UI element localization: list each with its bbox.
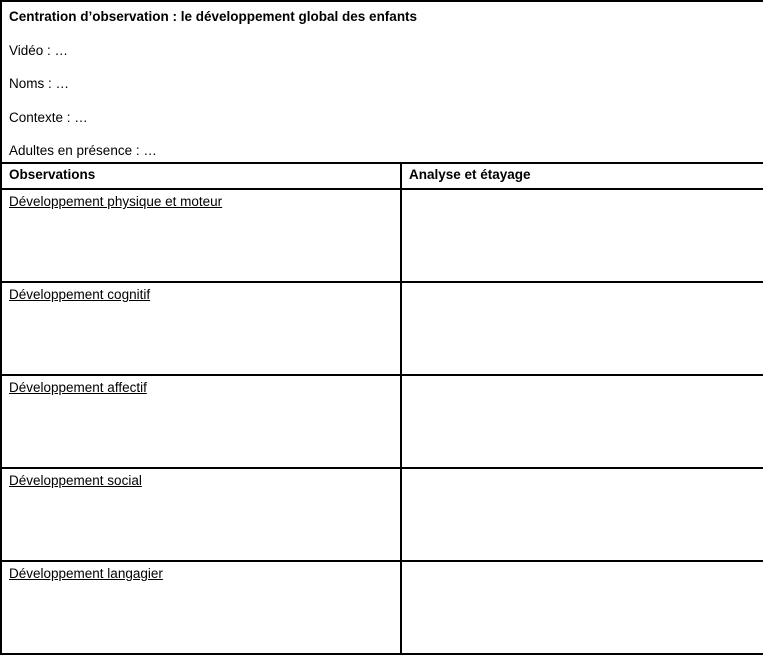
analysis-column-header: Analyse et étayage [401,163,763,189]
section-row-language [1,561,763,654]
observation-cell-cognitive[interactable] [1,282,401,375]
analysis-cell-social[interactable] [401,468,763,561]
adults-present-field[interactable]: Adultes en présence : … [9,143,157,158]
section-row-affective [1,375,763,468]
observation-cell-social[interactable] [1,468,401,561]
observation-cell-language[interactable] [1,561,401,654]
section-label-physical-motor: Développement physique et moteur [9,194,223,209]
header-row [1,1,763,163]
observation-cell-physical-motor[interactable] [1,189,401,282]
section-label-affective: Développement affectif [9,380,147,395]
header-cell [1,1,763,163]
section-label-social: Développement social [9,473,142,488]
analysis-cell-cognitive[interactable] [401,282,763,375]
section-label-language: Développement langagier [9,566,163,581]
section-row-social [1,468,763,561]
section-row-physical-motor [1,189,763,282]
context-field[interactable]: Contexte : … [9,109,88,125]
analysis-cell-affective[interactable] [401,375,763,468]
names-field[interactable]: Noms : … [9,76,70,91]
analysis-cell-language[interactable] [401,561,763,654]
section-label-cognitive: Développement cognitif [9,287,151,302]
column-header-row [1,163,763,189]
observation-cell-affective[interactable] [1,375,401,468]
analysis-cell-physical-motor[interactable] [401,189,763,282]
observations-column-header: Observations [1,163,401,189]
section-row-cognitive [1,282,763,375]
document-title: Centration d’observation : le développement global des enfants [9,9,418,24]
video-field[interactable]: Vidéo : … [9,42,69,58]
